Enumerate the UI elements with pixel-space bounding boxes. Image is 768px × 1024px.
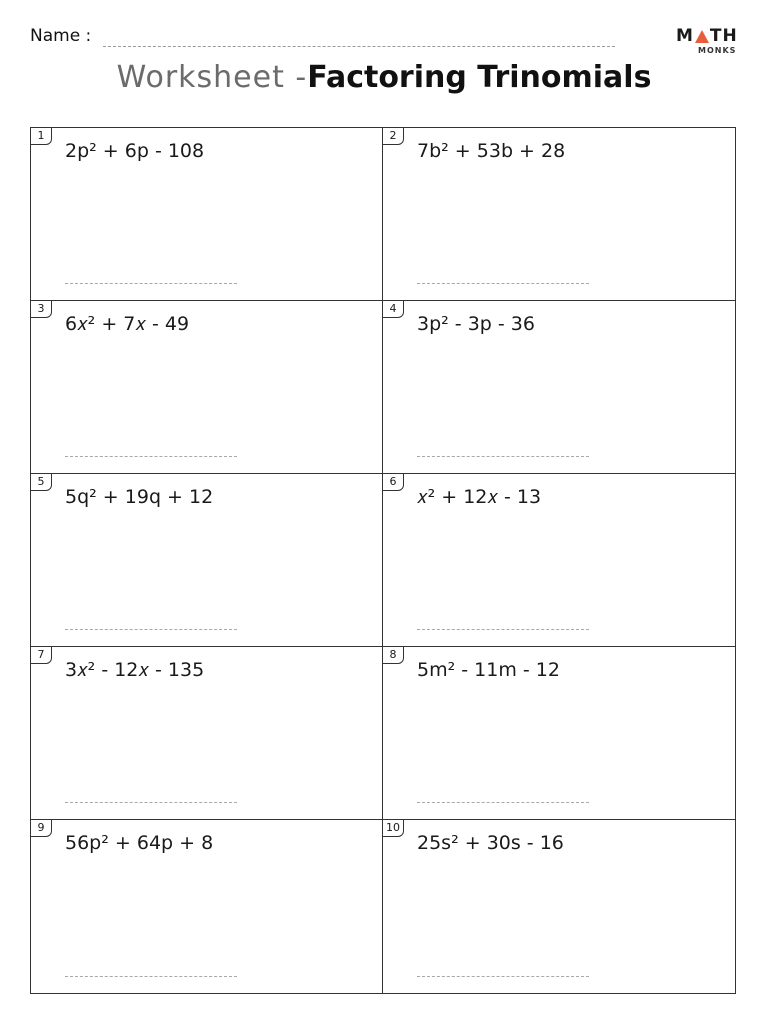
problem-expression: 25s² + 30s - 16 [417,832,564,854]
problem-cell [383,820,735,993]
answer-line[interactable] [65,629,237,630]
title-topic: Factoring Trinomials [307,60,652,95]
problem-cell [383,128,735,301]
problem-expression: 3𝑥² - 12𝑥 - 135 [65,659,205,681]
problem-cell [383,647,735,820]
problem-number: 2 [382,127,404,145]
answer-line[interactable] [65,802,237,803]
answer-line[interactable] [417,283,589,284]
problem-cell [31,301,383,474]
problem-number: 5 [30,473,52,491]
problem-number: 10 [382,819,404,837]
problem-number: 6 [382,473,404,491]
name-label: Name : [30,26,92,46]
problem-cell [31,820,383,993]
answer-line[interactable] [65,456,237,457]
problem-number: 4 [382,300,404,318]
problem-number: 9 [30,819,52,837]
problem-expression: 2p² + 6p - 108 [65,140,205,162]
problem-cell [383,474,735,647]
problem-grid [30,127,736,994]
logo-word-right: TH [709,26,738,46]
problem-cell [31,128,383,301]
answer-line[interactable] [417,456,589,457]
problem-number: 7 [30,646,52,664]
title-prefix: Worksheet - [116,60,308,95]
problem-expression: 6𝑥² + 7𝑥 - 49 [65,313,190,335]
math-monks-logo [676,26,740,56]
page-title [0,60,768,95]
problem-expression: 5q² + 19q + 12 [65,486,214,508]
triangle-icon [695,30,709,43]
logo-subtitle: MONKS [698,46,737,55]
problem-cell [31,474,383,647]
logo-word-left: M [676,26,694,46]
problem-cell [383,301,735,474]
problem-expression: 5m² - 11m - 12 [417,659,560,681]
answer-line[interactable] [417,802,589,803]
problem-expression: 𝑥² + 12𝑥 - 13 [417,486,542,508]
problem-number: 8 [382,646,404,664]
problem-expression: 56p² + 64p + 8 [65,832,214,854]
problem-number: 1 [30,127,52,145]
answer-line[interactable] [65,976,237,977]
answer-line[interactable] [417,976,589,977]
problem-expression: 3p² - 3p - 36 [417,313,535,335]
answer-line[interactable] [65,283,237,284]
answer-line[interactable] [417,629,589,630]
problem-number: 3 [30,300,52,318]
problem-cell [31,647,383,820]
problem-expression: 7b² + 53b + 28 [417,140,566,162]
name-answer-line[interactable] [103,46,615,47]
